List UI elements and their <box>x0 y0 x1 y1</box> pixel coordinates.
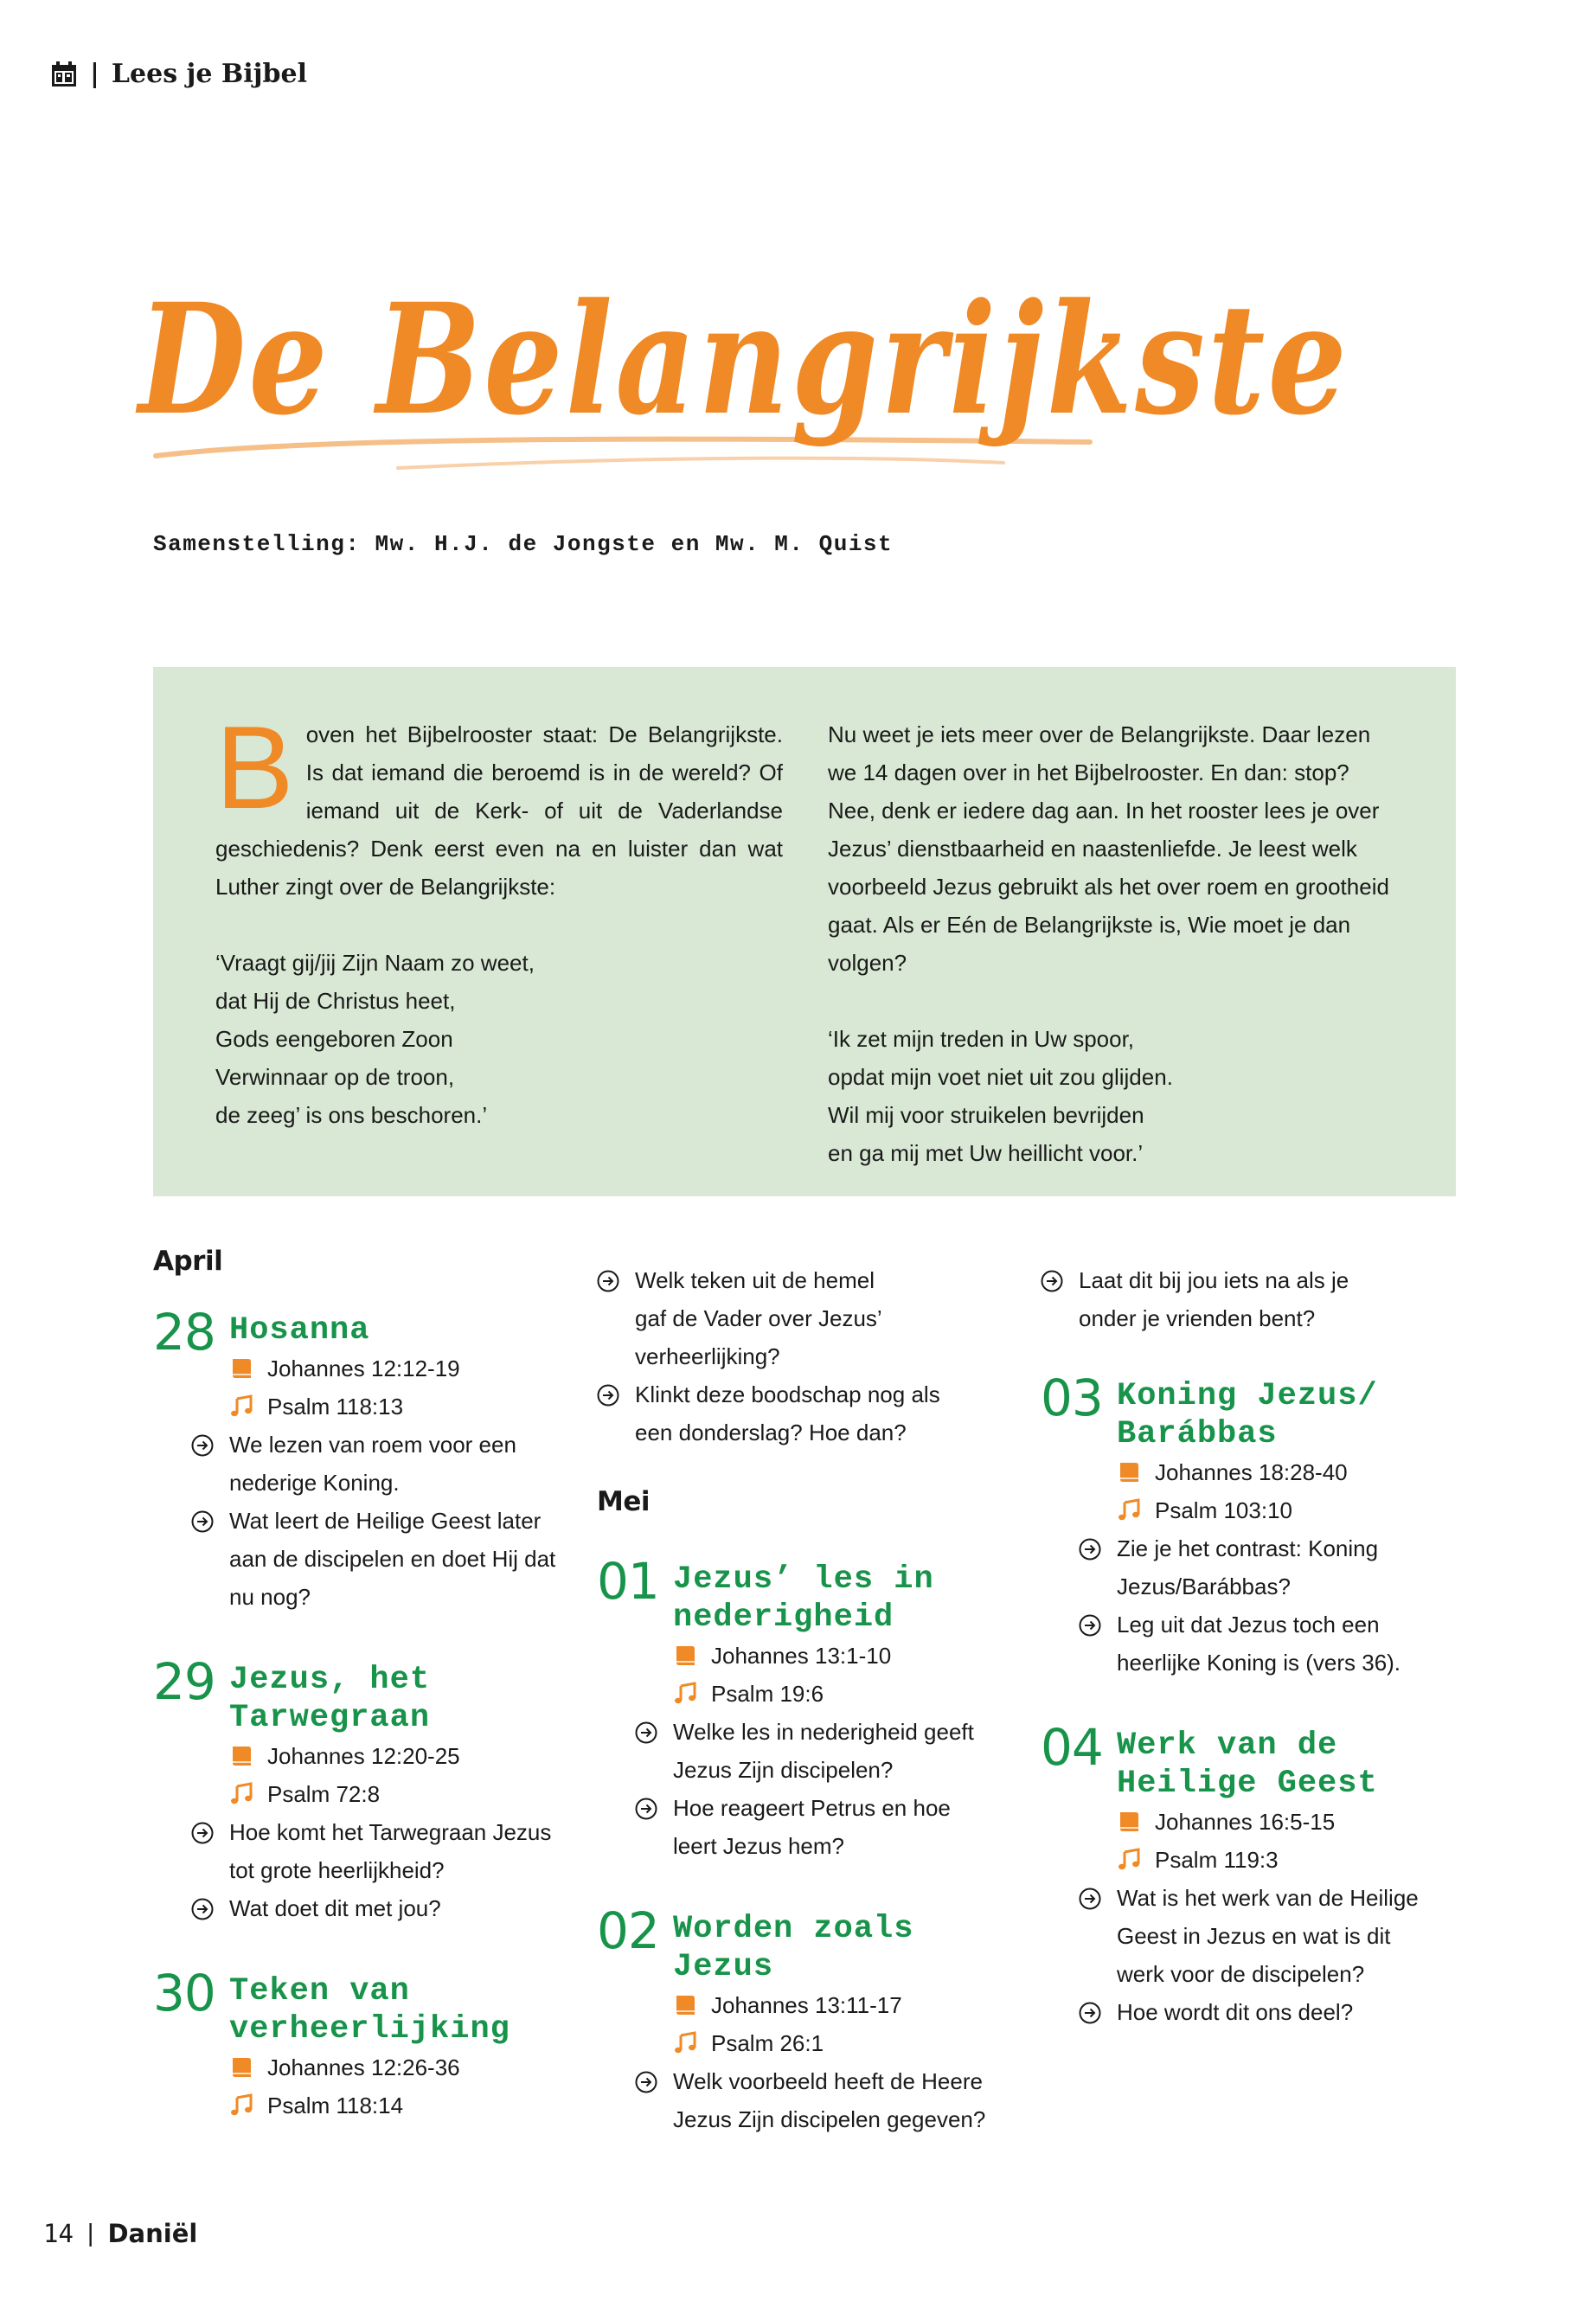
psalm-text: Psalm 118:13 <box>267 1394 404 1420</box>
psalm-ref <box>229 1388 568 1426</box>
intro-right-paragraph: Nu weet je iets meer over de Belangrijkste. Daar lezen we 14 dagen over in het Bijbelrooster. En dan: stop? Nee, denk er iedere dag aan. In het rooster lees je over Jezus’ dienstbaarheid en naastenliefde. Je leest welk voorbeeld Jezus gebruikt als het over roem en grootheid gaat. Als er Eén de Belangrijkste is, Wie moet je dan volgen? <box>828 721 1389 976</box>
schedule-column-3 <box>1041 1246 1456 2076</box>
credits: Samenstelling: Mw. H.J. de Jongste en Mw. M. Quist <box>153 531 894 557</box>
intro-left-poem <box>215 944 783 1134</box>
entry-title: Werk van de <box>1117 1727 1338 1764</box>
entry-day: 01 <box>597 1552 659 1611</box>
arrow-circle-icon <box>635 1721 657 1744</box>
psalm-ref <box>673 2024 1012 2062</box>
arrow-circle-icon <box>597 1384 619 1407</box>
entry-continuation <box>597 1261 1012 1452</box>
page-number: 14 <box>43 2219 74 2248</box>
question: Zie je het contrast: Koning Jezus/Barábbas? <box>1117 1529 1456 1606</box>
music-note-icon <box>1117 1848 1141 1872</box>
intro-left-paragraph: oven het Bijbelrooster staat: De Belangrijkste. Is dat iemand die beroemd is in de wereld? Of iemand uit de Kerk- of uit de Vaderlandse geschiedenis? Denk eerst even na en luister dan wat Luther zingt over de Belangrijkste: <box>215 721 783 900</box>
question: Wat doet dit met jou? <box>229 1889 568 1927</box>
arrow-circle-icon <box>1079 1888 1101 1910</box>
schedule-entry <box>153 1964 568 2125</box>
book-icon <box>229 2055 253 2080</box>
question: Laat dit bij jou iets na als je onder je vrienden bent? <box>1041 1261 1456 1337</box>
entry-title: Koning Jezus/ <box>1117 1378 1378 1414</box>
psalm-text: Psalm 26:1 <box>711 2030 824 2056</box>
music-note-icon <box>673 2031 697 2055</box>
arrow-circle-icon <box>1041 1270 1063 1292</box>
reading-text: Johannes 12:12-19 <box>267 1356 460 1381</box>
schedule-column-2 <box>597 1246 1012 2183</box>
book-icon <box>1117 1460 1141 1484</box>
question: Welk voorbeeld heeft de Heere Jezus Zijn discipelen gegeven? <box>673 2062 1012 2138</box>
question: Wat is het werk van de Heilige Geest in Jezus en wat is dit werk voor de discipelen? <box>1117 1879 1456 1993</box>
entry-day: 29 <box>153 1652 215 1711</box>
entry-day: 02 <box>597 1901 659 1960</box>
title-brush-svg <box>134 264 1393 489</box>
entry-day: 28 <box>153 1303 215 1362</box>
header-title: Lees je Bijbel <box>111 59 307 89</box>
reading-text: Johannes 13:11-17 <box>711 1992 902 2018</box>
music-note-icon <box>673 1682 697 1706</box>
poem-line: Gods eengeboren Zoon <box>215 1026 453 1052</box>
question: Hoe reageert Petrus en hoe leert Jezus hem? <box>673 1789 1012 1865</box>
arrow-circle-icon <box>635 1798 657 1820</box>
psalm-ref <box>1117 1841 1456 1879</box>
poem-line: en ga mij met Uw heillicht voor.’ <box>828 1140 1144 1166</box>
arrow-circle-icon <box>1079 1614 1101 1637</box>
book-icon <box>1117 1810 1141 1834</box>
arrow-circle-icon <box>635 2071 657 2093</box>
music-note-icon <box>229 2093 253 2118</box>
intro-right-column <box>828 715 1399 1172</box>
question: Leg uit dat Jezus toch een heerlijke Koning is (vers 36). <box>1117 1606 1456 1682</box>
reading-text: Johannes 18:28-40 <box>1155 1459 1348 1485</box>
schedule-column-1 <box>153 1246 568 2170</box>
entry-title: nederigheid <box>673 1599 894 1636</box>
music-note-icon <box>229 1782 253 1806</box>
month-heading-mei: Mei <box>597 1486 650 1517</box>
reading-ref <box>673 1637 1012 1675</box>
entry-title: Jezus’ les in <box>673 1561 934 1598</box>
arrow-circle-icon <box>191 1434 214 1457</box>
schedule-entry <box>1041 1368 1456 1682</box>
psalm-ref <box>229 2086 568 2125</box>
entry-title: Hosanna <box>229 1312 370 1349</box>
reading-ref <box>1117 1453 1456 1491</box>
question: We lezen van roem voor een nederige Koning. <box>229 1426 568 1502</box>
calendar-logo-icon <box>50 61 78 88</box>
psalm-ref <box>673 1675 1012 1713</box>
entry-title: Teken van <box>229 1973 410 2009</box>
reading-ref <box>229 1349 568 1388</box>
question: Hoe komt het Tarwegraan Jezus tot grote heerlijkheid? <box>229 1813 568 1889</box>
entry-continuation <box>1041 1261 1456 1337</box>
entry-day: 30 <box>153 1964 215 2022</box>
poem-line: ‘Vraagt gij/jij Zijn Naam zo weet, <box>215 950 535 976</box>
schedule-entry <box>153 1303 568 1616</box>
entry-title: Barábbas <box>1117 1416 1278 1452</box>
dropcap: B <box>215 702 294 833</box>
poem-line: ‘Ik zet mijn treden in Uw spoor, <box>828 1026 1135 1052</box>
music-note-icon <box>229 1394 253 1419</box>
page-title <box>134 264 1393 489</box>
page-footer <box>43 2219 197 2248</box>
reading-ref <box>229 1737 568 1775</box>
book-icon <box>673 1644 697 1668</box>
poem-line: Verwinnaar op de troon, <box>215 1064 455 1090</box>
book-icon <box>229 1356 253 1381</box>
entry-title: Worden zoals <box>673 1911 914 1947</box>
intro-box <box>153 667 1456 1196</box>
music-note-icon <box>1117 1498 1141 1522</box>
reading-ref <box>229 2048 568 2086</box>
psalm-text: Psalm 19:6 <box>711 1681 824 1707</box>
reading-ref <box>1117 1803 1456 1841</box>
poem-line: dat Hij de Christus heet, <box>215 988 456 1014</box>
entry-title: Tarwegraan <box>229 1700 431 1736</box>
reading-ref <box>673 1986 1012 2024</box>
entry-title: Jezus, het <box>229 1662 431 1698</box>
arrow-circle-icon <box>597 1270 619 1292</box>
arrow-circle-icon <box>191 1510 214 1533</box>
psalm-text: Psalm 119:3 <box>1155 1847 1279 1873</box>
reading-text: Johannes 13:1-10 <box>711 1643 892 1669</box>
poem-line: opdat mijn voet niet uit zou glijden. <box>828 1064 1173 1090</box>
entry-title: Jezus <box>673 1949 774 1985</box>
entry-day: 03 <box>1041 1368 1103 1427</box>
header-separator: | <box>90 59 99 89</box>
book-icon <box>229 1744 253 1768</box>
psalm-text: Psalm 103:10 <box>1155 1497 1292 1523</box>
schedule-entry <box>597 1552 1012 1865</box>
magazine-name: Daniël <box>107 2219 198 2248</box>
poem-line: de zeeg’ is ons beschoren.’ <box>215 1102 488 1128</box>
psalm-text: Psalm 72:8 <box>267 1781 381 1807</box>
schedule-entry <box>597 1901 1012 2138</box>
psalm-text: Psalm 118:14 <box>267 2093 404 2118</box>
intro-left-column <box>215 702 783 1134</box>
poem-line: Wil mij voor struikelen bevrijden <box>828 1102 1144 1128</box>
arrow-circle-icon <box>191 1898 214 1920</box>
question: Klinkt deze boodschap nog als een donderslag? Hoe dan? <box>597 1375 1012 1452</box>
psalm-ref <box>1117 1491 1456 1529</box>
entry-day: 04 <box>1041 1718 1103 1777</box>
psalm-ref <box>229 1775 568 1813</box>
entry-title: verheerlijking <box>229 2011 510 2048</box>
month-heading-april: April <box>153 1246 223 1277</box>
book-icon <box>673 1993 697 2017</box>
arrow-circle-icon <box>191 1822 214 1844</box>
arrow-circle-icon <box>1079 1538 1101 1561</box>
question: Hoe wordt dit ons deel? <box>1117 1993 1456 2031</box>
schedule-entry <box>1041 1718 1456 2031</box>
question: Welke les in nederigheid geeft Jezus Zijn discipelen? <box>673 1713 1012 1789</box>
question: Welk teken uit de hemel gaf de Vader over Jezus’ verheerlijking? <box>597 1261 1012 1375</box>
reading-text: Johannes 12:20-25 <box>267 1743 460 1769</box>
entry-title: Heilige Geest <box>1117 1766 1378 1802</box>
arrow-circle-icon <box>1079 2002 1101 2024</box>
page-header <box>50 59 307 89</box>
question: Wat leert de Heilige Geest later aan de discipelen en doet Hij dat nu nog? <box>229 1502 568 1616</box>
schedule-entry <box>153 1652 568 1927</box>
reading-text: Johannes 12:26-36 <box>267 2054 460 2080</box>
footer-separator: | <box>87 2219 94 2247</box>
intro-right-poem <box>828 1020 1399 1172</box>
title-text: De Belangrijkste <box>134 270 1349 449</box>
reading-text: Johannes 16:5-15 <box>1155 1809 1336 1835</box>
